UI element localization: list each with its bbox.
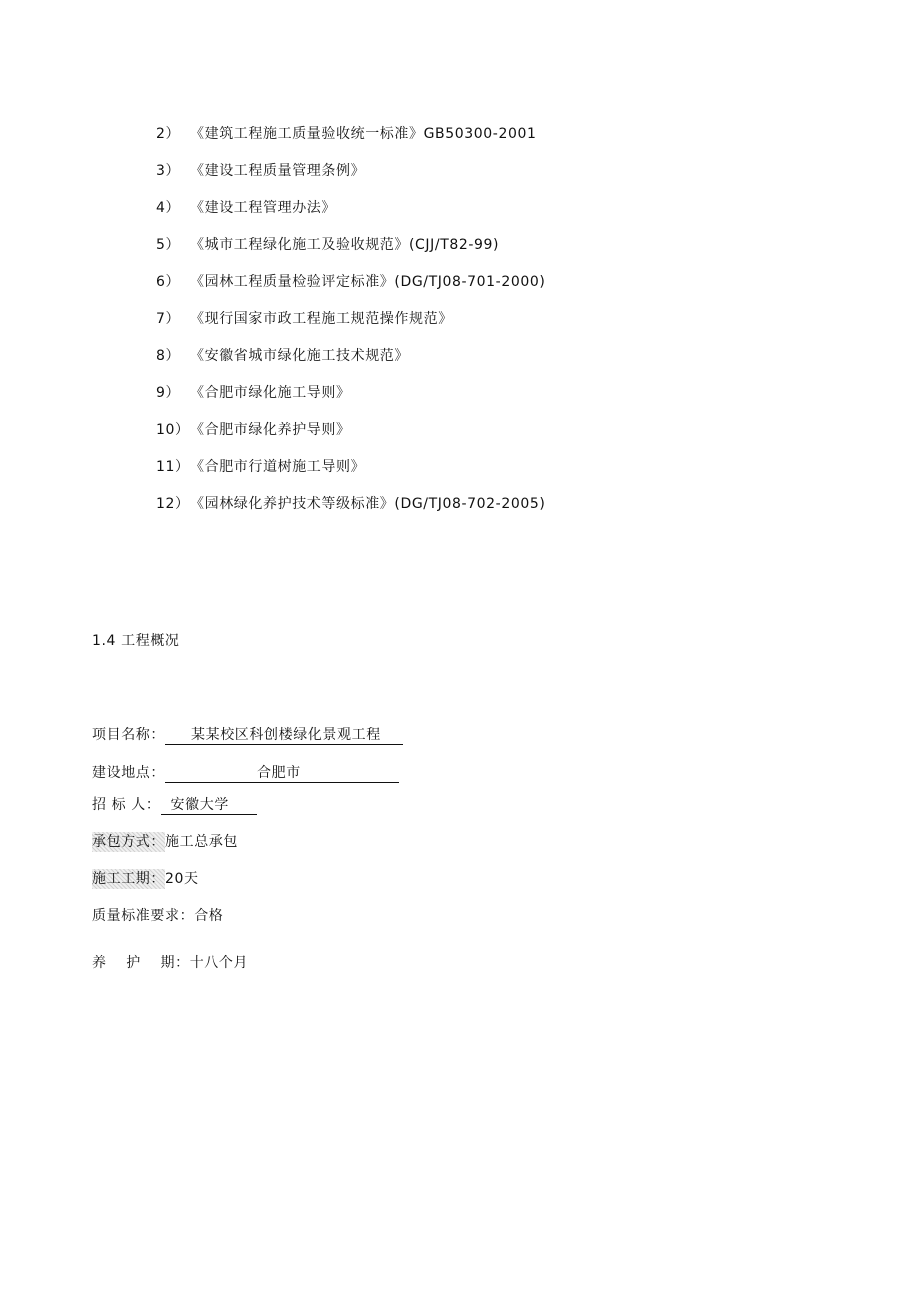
reference-number: 2） (156, 126, 181, 142)
reference-number: 5） (156, 237, 181, 253)
reference-item (156, 272, 545, 309)
tenderer-value: 安徽大学 (161, 796, 257, 815)
project-name-label: 项目名称： (92, 727, 165, 743)
reference-title: 《园林工程质量检验评定标准》(DG/TJ08-701-2000) (190, 274, 546, 290)
section-heading: 1.4 工程概况 (92, 633, 180, 649)
reference-title: 《城市工程绿化施工及验收规范》(CJJ/T82-99) (190, 237, 500, 253)
location-row (92, 763, 399, 783)
contract-value: 施工总承包 (165, 834, 238, 850)
location-label: 建设地点： (92, 765, 165, 781)
reference-item (156, 309, 545, 346)
reference-title: 《建设工程管理办法》 (190, 200, 336, 216)
location-value: 合肥市 (165, 764, 399, 783)
reference-number: 11） (156, 459, 190, 475)
reference-title: 《合肥市绿化施工导则》 (190, 385, 351, 401)
project-name-value: 某某校区科创楼绿化景观工程 (165, 726, 403, 745)
contract-label: 承包方式： (92, 834, 165, 850)
reference-item (156, 346, 545, 383)
reference-item (156, 383, 545, 420)
reference-title: 《合肥市行道树施工导则》 (190, 459, 366, 475)
tenderer-row (92, 795, 257, 815)
quality-value: 合格 (194, 908, 224, 924)
reference-title: 《现行国家市政工程施工规范操作规范》 (190, 311, 453, 327)
reference-item (156, 124, 545, 161)
reference-number: 6） (156, 274, 181, 290)
reference-title: 《建设工程质量管理条例》 (190, 163, 366, 179)
quality-label: 质量标准要求： (92, 908, 195, 924)
reference-item (156, 198, 545, 235)
reference-title: 《合肥市绿化养护导则》 (190, 422, 351, 438)
reference-item (156, 494, 545, 531)
reference-number: 7） (156, 311, 181, 327)
maintenance-row (92, 953, 248, 973)
reference-number: 9） (156, 385, 181, 401)
reference-title: 《园林绿化养护技术等级标准》(DG/TJ08-702-2005) (190, 496, 546, 512)
maintenance-label: 养 护 期： (92, 955, 190, 971)
reference-number: 10） (156, 422, 190, 438)
tenderer-label: 招 标 人： (92, 797, 161, 813)
reference-number: 8） (156, 348, 181, 364)
reference-item (156, 235, 545, 272)
reference-list (156, 124, 545, 531)
duration-row (92, 869, 199, 889)
reference-item (156, 420, 545, 457)
duration-value: 20天 (165, 871, 199, 887)
reference-title: 《安徽省城市绿化施工技术规范》 (190, 348, 409, 364)
reference-number: 3） (156, 163, 181, 179)
reference-item (156, 161, 545, 198)
reference-number: 12） (156, 496, 190, 512)
duration-label: 施工工期： (92, 871, 165, 887)
reference-title: 《建筑工程施工质量验收统一标准》GB50300-2001 (190, 126, 537, 142)
reference-item (156, 457, 545, 494)
maintenance-value: 十八个月 (189, 955, 249, 971)
reference-number: 4） (156, 200, 181, 216)
contract-row (92, 832, 238, 852)
project-name-row (92, 725, 403, 745)
quality-row (92, 906, 223, 926)
